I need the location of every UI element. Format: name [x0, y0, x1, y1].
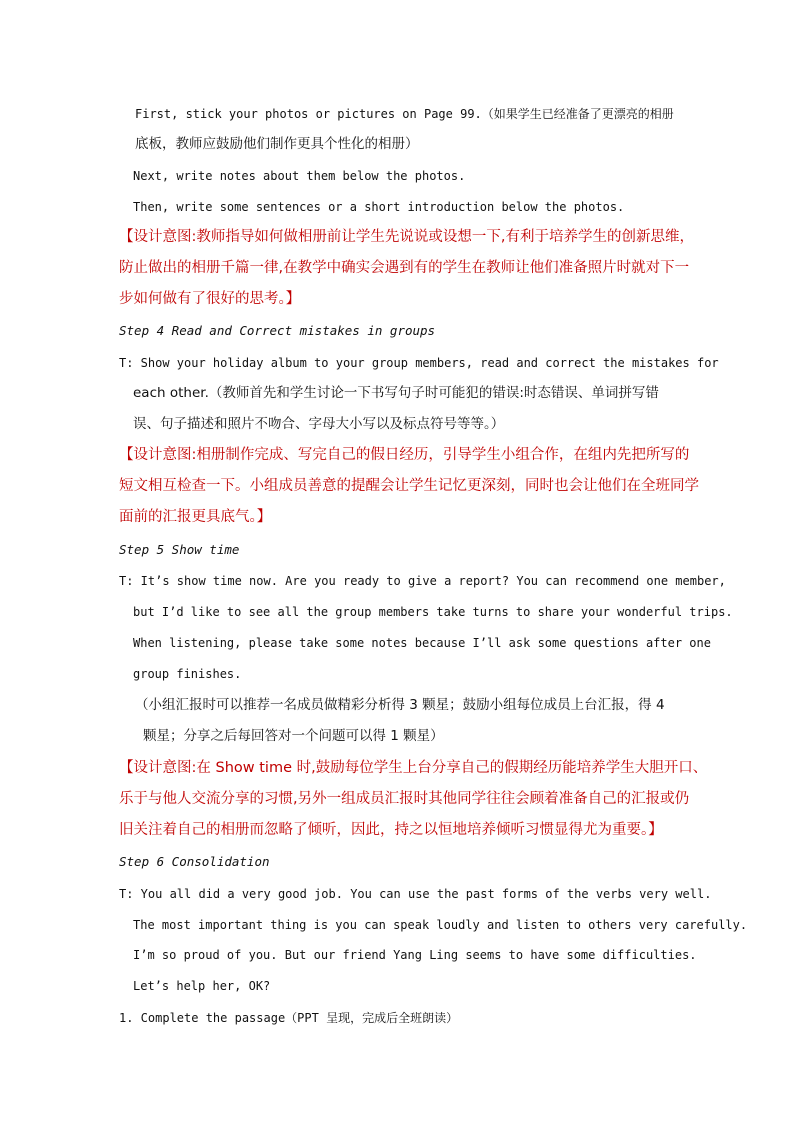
- step-4-heading: Step 4 Read and Correct mistakes in groups: [119, 323, 436, 338]
- step-6-teacher-line-3: I’m so proud of you. But our friend Yang Ling seems to have some difficulties.: [133, 948, 697, 962]
- text-line-1: First, stick your photos or pictures on Page 99.（如果学生已经准备了更漂亮的相册: [135, 107, 674, 121]
- design-intent-1-line-1: 【设计意图:教师指导如何做相册前让学生先说说或设想一下,有利于培养学生的创新思维，: [119, 229, 694, 245]
- design-intent-1-line-2: 防止做出的相册千篇一律,在教学中确实会遇到有的学生在教师让他们准备照片时就对下一: [119, 260, 690, 276]
- step-4-teacher-line-3: 误、句子描述和照片不吻合、字母大小写以及标点符号等等。）: [133, 416, 505, 432]
- design-intent-2-line-2: 短文相互检查一下。小组成员善意的提醒会让学生记忆更深刻，同时也会让他们在全班同学: [119, 478, 699, 494]
- step-6-teacher-line-4: Let’s help her, OK?: [133, 979, 271, 993]
- exercise-1-heading: 1. Complete the passage（PPT 呈现，完成后全班朗读）: [119, 1011, 459, 1025]
- design-intent-3-line-2: 乐于与他人交流分享的习惯,另外一组成员汇报时其他同学往往会顾着准备自己的汇报或仍: [119, 791, 690, 807]
- step-6-teacher-line-1: T: You all did a very good job. You can use the past forms of the verbs very well.: [119, 887, 712, 901]
- step-5-heading: Step 5 Show time: [119, 542, 240, 557]
- step-5-teacher-line-2: but I’d like to see all the group members take turns to share your wonderful trips.: [133, 605, 733, 619]
- design-intent-1-line-3: 步如何做有了很好的思考。】: [119, 291, 301, 307]
- design-intent-2-line-3: 面前的汇报更具底气。】: [119, 509, 272, 525]
- step-5-teacher-line-3: When listening, please take some notes because I’ll ask some questions after one: [133, 636, 711, 650]
- step-6-heading: Step 6 Consolidation: [119, 854, 270, 869]
- step-5-teacher-line-1: T: It’s show time now. Are you ready to give a report? You can recommend one member,: [119, 574, 726, 588]
- text-line-2: 底板，教师应鼓励他们制作更具个性化的相册）: [135, 136, 419, 152]
- step-4-teacher-line-2: each other.（教师首先和学生讨论一下书写句子时可能犯的错误:时态错误、单词拼写错: [133, 385, 659, 401]
- step-5-teacher-line-4: group finishes.: [133, 667, 242, 681]
- step-4-teacher-line-1: T: Show your holiday album to your group members, read and correct the mistakes for: [119, 356, 719, 370]
- design-intent-3-line-3: 旧关注着自己的相册而忽略了倾听，因此，持之以恒地培养倾听习惯显得尤为重要。】: [119, 822, 663, 838]
- design-intent-3-line-1: 【设计意图:在 Show time 时,鼓励每位学生上台分享自己的假期经历能培养学生大胆开口、: [119, 760, 708, 776]
- text-line-4: Then, write some sentences or a short introduction below the photos.: [133, 200, 625, 214]
- step-5-note-line-2: 颗星；分享之后每回答对一个问题可以得 1 颗星）: [143, 728, 444, 744]
- step-6-teacher-line-2: The most important thing is you can speak loudly and listen to others very carefully.: [133, 918, 748, 932]
- design-intent-2-line-1: 【设计意图:相册制作完成、写完自己的假日经历，引导学生小组合作，在组内先把所写的: [119, 447, 690, 463]
- text-line-3: Next, write notes about them below the photos.: [133, 169, 466, 183]
- step-5-note-line-1: （小组汇报时可以推荐一名成员做精彩分析得 3 颗星；鼓励小组每位成员上台汇报，得 4: [135, 697, 665, 713]
